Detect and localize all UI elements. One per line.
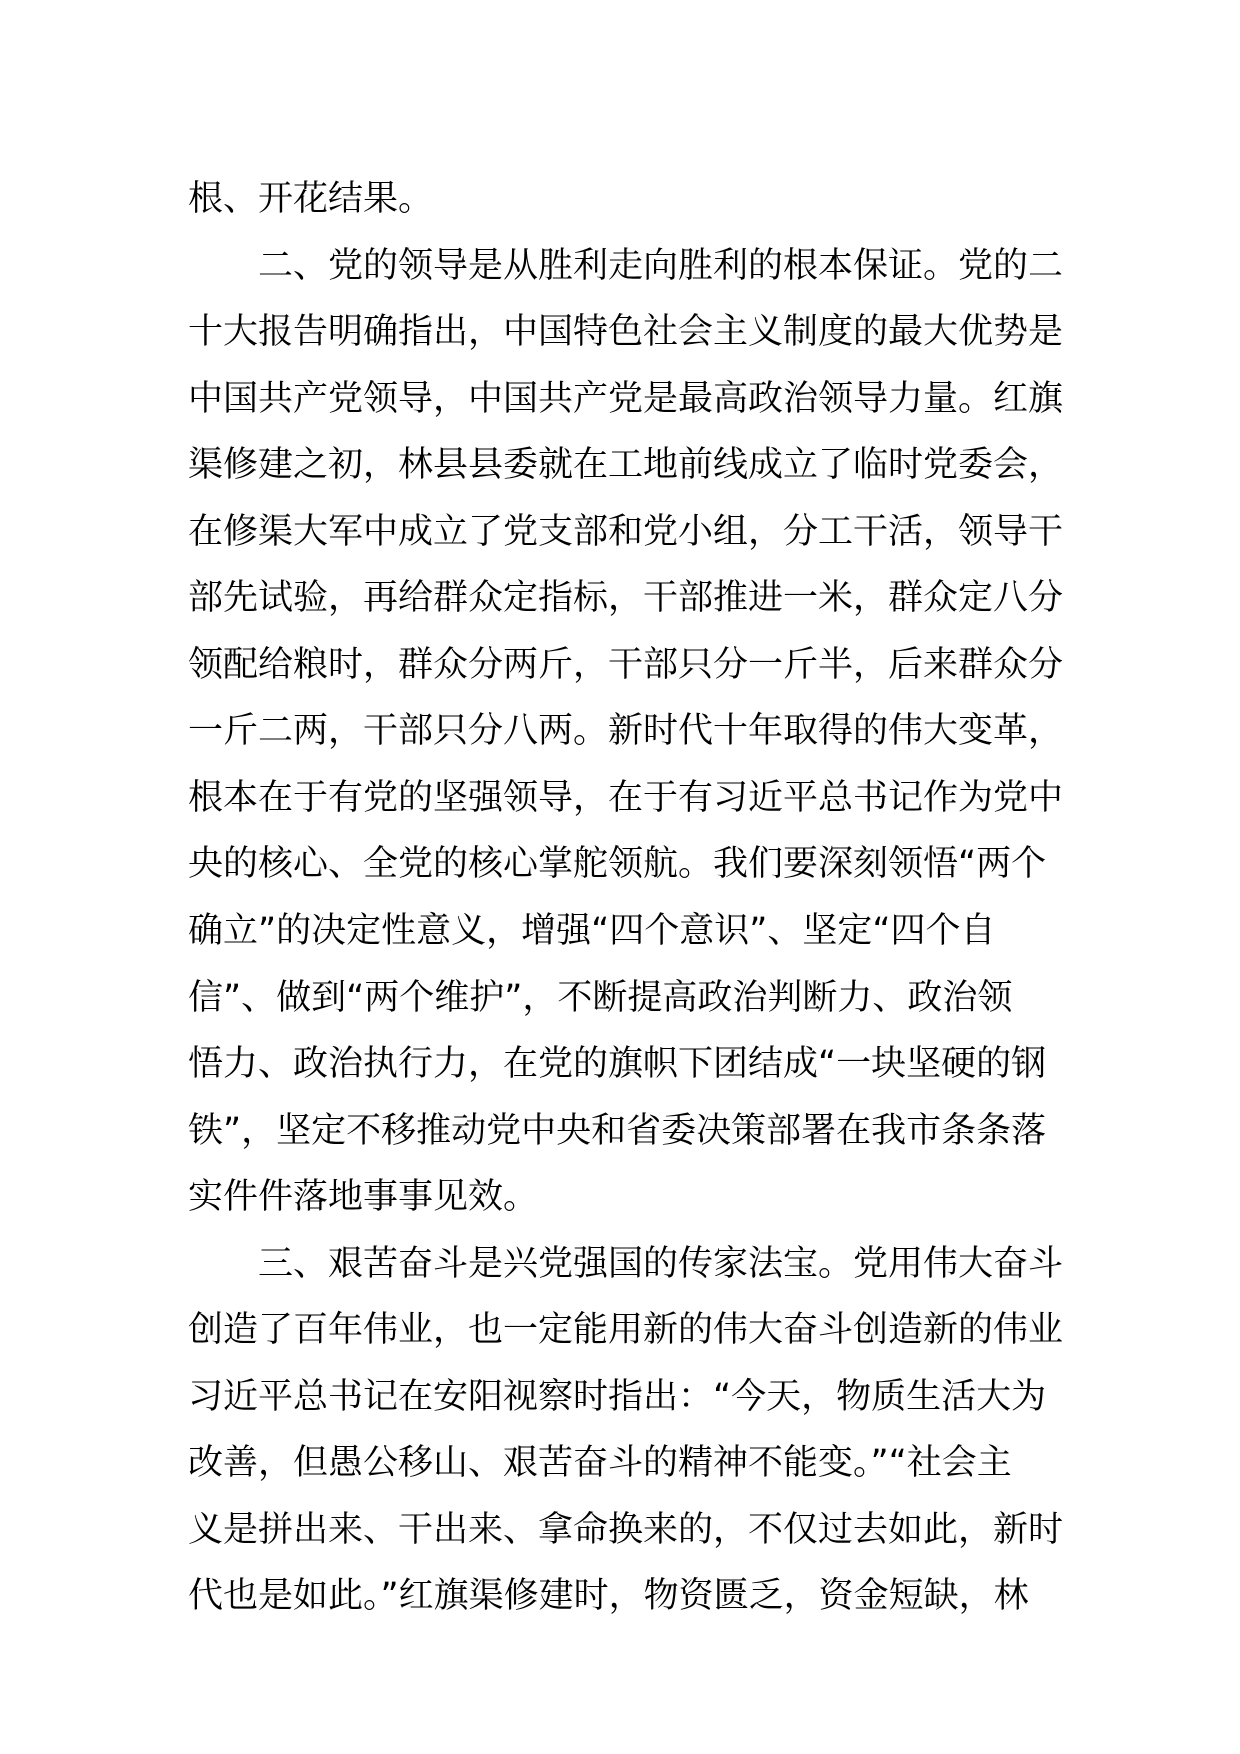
- text-line: 在修渠大军中成立了党支部和党小组，分工干活，领导干: [188, 511, 1064, 552]
- text-line: 一斤二两，干部只分八两。新时代十年取得的伟大变革，: [188, 711, 1064, 752]
- text-line: 央的核心、全党的核心掌舵领航。我们要深刻领悟“两个: [188, 844, 1047, 885]
- text-line: 部先试验，再给群众定指标，干部推进一米，群众定八分: [188, 578, 1064, 619]
- text-line: 信”、做到“两个维护”，不断提高政治判断力、政治领: [188, 977, 1013, 1018]
- text-line: 习近平总书记在安阳视察时指出：“今天，物质生活大为: [188, 1376, 1047, 1417]
- text-line: 中国共产党领导，中国共产党是最高政治领导力量。红旗: [188, 378, 1064, 419]
- text-line: 创造了百年伟业，也一定能用新的伟大奋斗创造新的伟业: [188, 1310, 1064, 1351]
- text-line: 义是拼出来、干出来、拿命换来的，不仅过去如此，新时: [188, 1509, 1064, 1550]
- text-line: 实件件落地事事见效。: [188, 1177, 539, 1218]
- text-line: 根本在于有党的坚强领导，在于有习近平总书记作为党中: [188, 777, 1064, 818]
- text-line: 十大报告明确指出，中国特色社会主义制度的最大优势是: [188, 312, 1064, 353]
- text-line: 铁”，坚定不移推动党中央和省委决策部署在我市条条落: [188, 1110, 1047, 1151]
- text-line: 三、艰苦奋斗是兴党强国的传家法宝。党用伟大奋斗: [188, 1243, 1064, 1284]
- text-line: 悟力、政治执行力，在党的旗帜下团结成“一块坚硬的钢: [188, 1044, 1047, 1085]
- text-line: 代也是如此。”红旗渠修建时，物资匮乏，资金短缺，林: [188, 1576, 1029, 1617]
- text-line: 改善，但愚公移山、艰苦奋斗的精神不能变。”“社会主: [188, 1443, 1012, 1484]
- text-line: 确立”的决定性意义，增强“四个意识”、坚定“四个自: [188, 911, 996, 952]
- text-line: 领配给粮时，群众分两斤，干部只分一斤半，后来群众分: [188, 644, 1064, 685]
- text-line: 根、开花结果。: [188, 179, 434, 219]
- text-line: 二、党的领导是从胜利走向胜利的根本保证。党的二: [188, 245, 1064, 286]
- body-text: [188, 166, 1068, 1630]
- text-line: 渠修建之初，林县县委就在工地前线成立了临时党委会，: [188, 445, 1064, 486]
